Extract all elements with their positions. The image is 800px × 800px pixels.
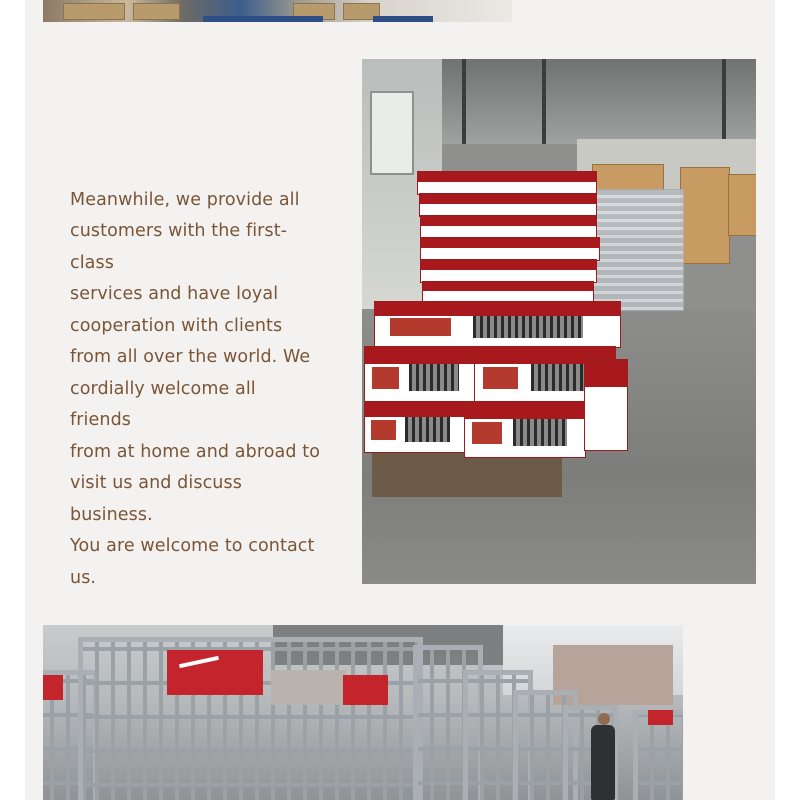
content-panel bbox=[25, 0, 775, 800]
intro-paragraph: Meanwhile, we provide all customers with the first-class services and have loyal cooperation with clients from all over the world. We cordially welcome all friends from at home and abroad to visit us and discuss business. You are welcome to contact us. bbox=[70, 189, 321, 588]
carton-stack bbox=[592, 164, 664, 191]
product-box bbox=[417, 171, 597, 195]
worker bbox=[591, 725, 615, 800]
product-box bbox=[364, 346, 476, 403]
product-box bbox=[420, 259, 597, 283]
product-box bbox=[374, 301, 621, 348]
product-box bbox=[420, 215, 597, 239]
product-box bbox=[464, 401, 586, 458]
worker-head bbox=[598, 713, 610, 725]
product-box bbox=[364, 401, 466, 453]
carton-stack bbox=[680, 167, 730, 264]
product-box bbox=[420, 237, 600, 261]
wire-cage-stack bbox=[587, 189, 684, 311]
shelf-rack bbox=[373, 16, 433, 22]
warehouse-stacked-boxes-photo bbox=[362, 59, 756, 584]
warehouse-window bbox=[370, 91, 414, 175]
sign-plate bbox=[271, 670, 346, 705]
red-sign-plate bbox=[43, 675, 63, 700]
warehouse-shelves-photo bbox=[43, 0, 512, 22]
product-box bbox=[584, 359, 628, 451]
shelf-rack bbox=[203, 16, 323, 22]
steel-cages-photo bbox=[43, 625, 683, 800]
carton-box bbox=[133, 3, 180, 20]
red-sign-plate bbox=[343, 675, 388, 705]
red-sign-plate bbox=[167, 650, 263, 695]
product-box bbox=[419, 193, 597, 217]
carton-box bbox=[63, 3, 125, 20]
carton-stack bbox=[728, 174, 756, 236]
red-sign-plate bbox=[648, 710, 673, 725]
product-box bbox=[422, 281, 594, 303]
